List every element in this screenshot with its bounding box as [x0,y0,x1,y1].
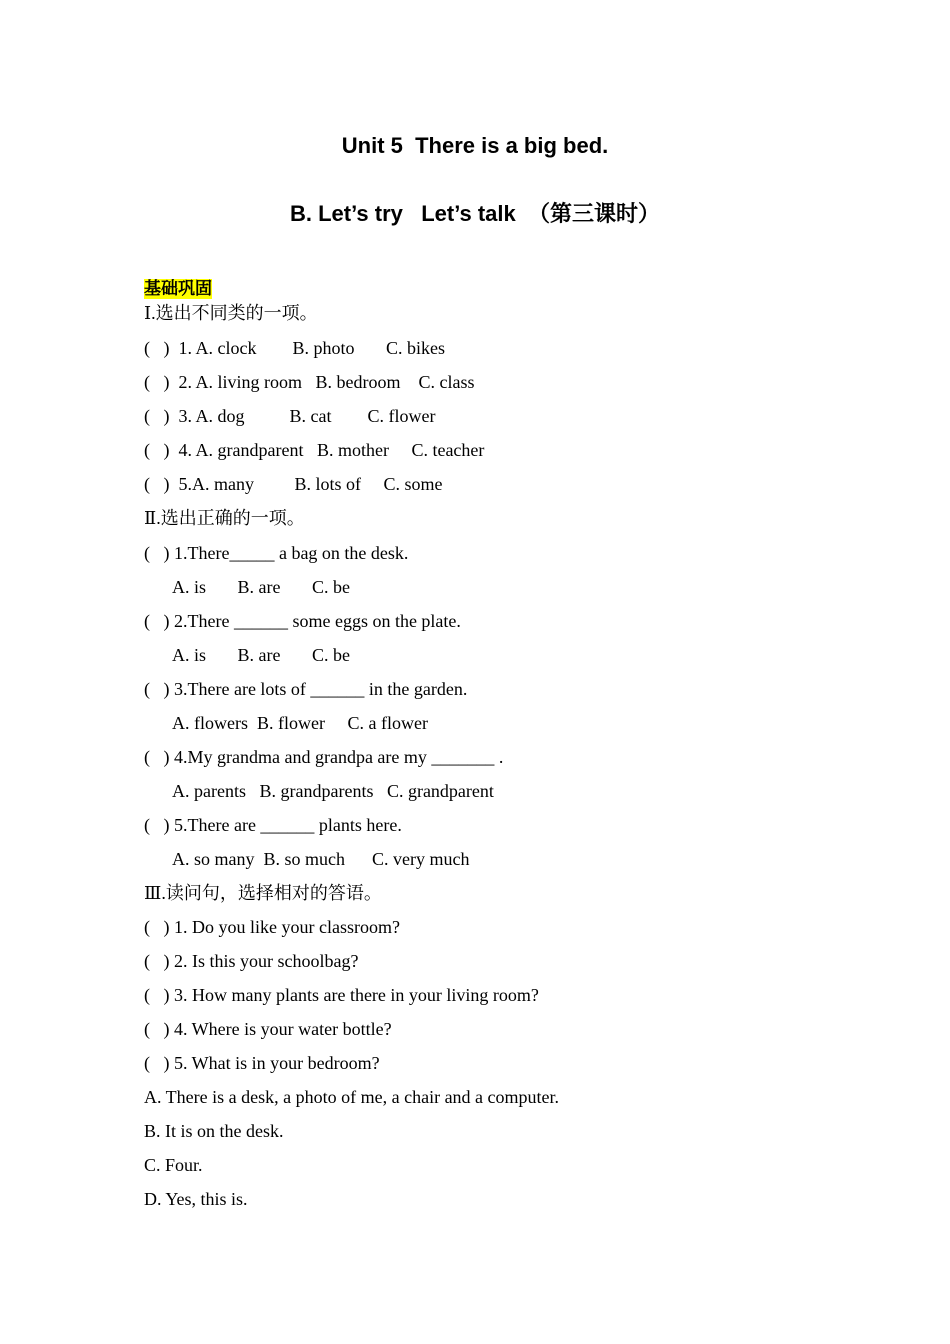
question-line: ( ) 3. How many plants are there in your living room? [144,985,539,1005]
section-label-text: 基础巩固 [144,279,212,299]
answer-option: B. It is on the desk. [144,1121,284,1141]
question-line: ( ) 5. What is in your bedroom? [144,1053,380,1073]
question-line: ( ) 1. Do you like your classroom? [144,917,400,937]
question-line: ( ) 1.There_____ a bag on the desk. [144,543,409,563]
question-line: ( ) 1. A. clock B. photo C. bikes [144,338,445,358]
question-line: ( ) 5.A. many B. lots of C. some [144,474,443,494]
page-title: Unit 5 There is a big bed. [341,133,609,158]
options-line: A. so many B. so much C. very much [172,849,470,869]
answer-option: C. Four. [144,1155,203,1175]
question-line: ( ) 2. A. living room B. bedroom C. class [144,372,475,392]
answer-option: D. Yes, this is. [144,1189,248,1209]
options-line: A. is B. are C. be [172,645,350,665]
question-line: ( ) 3.There are lots of ______ in the garden. [144,679,468,699]
question-line: ( ) 4.My grandma and grandpa are my _______ . [144,747,504,767]
question-line: ( ) 4. A. grandparent B. mother C. teacher [144,440,485,460]
section-label [144,277,212,300]
question-line: ( ) 5.There are ______ plants here. [144,815,402,835]
options-line: A. is B. are C. be [172,577,350,597]
section-2-heading: Ⅱ.选出正确的一项。 [144,508,305,528]
options-line: A. flowers B. flower C. a flower [172,713,428,733]
question-line: ( ) 4. Where is your water bottle? [144,1019,392,1039]
options-line: A. parents B. grandparents C. grandparent [172,781,494,801]
question-line: ( ) 3. A. dog B. cat C. flower [144,406,436,426]
question-line: ( ) 2. Is this your schoolbag? [144,951,359,971]
page-subtitle: B. Let’s try Let’s talk （第三课时） [290,201,660,226]
question-line: ( ) 2.There ______ some eggs on the plate. [144,611,461,631]
section-3-heading: Ⅲ.读问句，选择相对的答语。 [144,883,382,903]
section-1-heading: Ⅰ.选出不同类的一项。 [144,303,318,323]
answer-option: A. There is a desk, a photo of me, a chair and a computer. [144,1087,560,1107]
